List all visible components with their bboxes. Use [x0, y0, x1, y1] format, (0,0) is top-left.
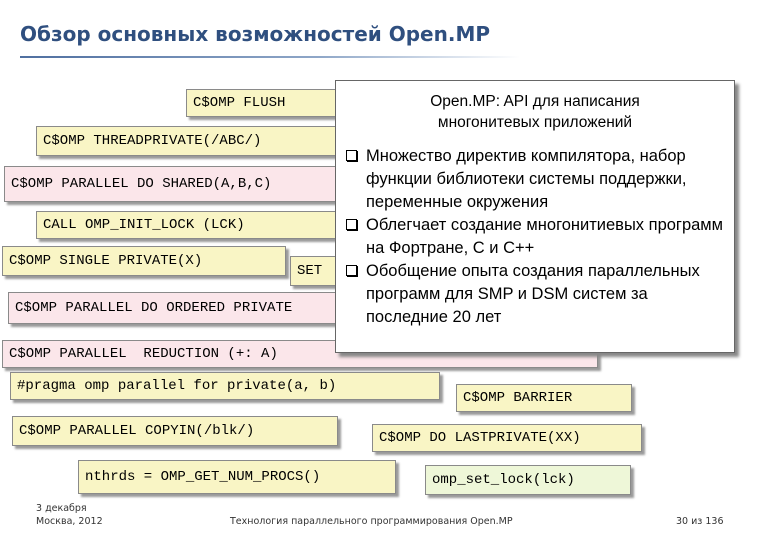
flush-box: C$OMP FLUSH — [186, 89, 346, 117]
api-bullet: Облегчает создание многонитиевых программ на Фортране, C и C++ — [366, 214, 728, 260]
footer-date-line-2: Москва, 2012 — [36, 516, 103, 527]
slide-title: Обзор основных возможностей Open.MP — [20, 22, 491, 46]
parallel-reduction-box: C$OMP PARALLEL REDUCTION (+: A) — [2, 340, 598, 368]
nthrds-box: nthrds = OMP_GET_NUM_PROCS() — [78, 460, 396, 494]
api-description-box — [335, 80, 735, 353]
title-underline — [20, 56, 520, 58]
footer-date — [36, 502, 103, 528]
single-private-box: C$OMP SINGLE PRIVATE(X) — [2, 246, 286, 276]
init-lock-box: CALL OMP_INIT_LOCK (LCK) — [36, 211, 346, 239]
pragma-box: #pragma omp parallel for private(a, b) — [10, 372, 440, 400]
threadprivate-box: C$OMP THREADPRIVATE(/ABC/) — [36, 126, 346, 156]
api-heading-line-2: многонитевых приложений — [437, 114, 633, 131]
api-bullet: Множество директив компилятора, набор функции библиотеки системы поддержки, переменные окружения — [366, 145, 728, 214]
barrier-box: C$OMP BARRIER — [456, 384, 632, 412]
parallel-do-ordered-box: C$OMP PARALLEL DO ORDERED PRIVATE — [8, 292, 363, 324]
footer-date-line-1: 3 декабря — [36, 503, 87, 514]
checkbox-bullet-icon — [346, 265, 357, 276]
checkbox-bullet-icon — [346, 150, 357, 161]
api-heading-line-1: Open.MP: API для написания — [430, 93, 640, 110]
set-partial-box: SET — [290, 256, 360, 286]
set-lock-box: omp_set_lock(lck) — [425, 465, 631, 495]
footer-page-number: 30 из 136 — [676, 516, 724, 527]
copyin-box: C$OMP PARALLEL COPYIN(/blk/) — [12, 416, 338, 446]
parallel-do-shared-box: C$OMP PARALLEL DO SHARED(A,B,C) — [4, 166, 349, 202]
lastprivate-box: C$OMP DO LASTPRIVATE(XX) — [372, 424, 642, 452]
footer-course-title: Технология параллельного программирования Open.MP — [230, 516, 513, 527]
api-bullet: Обобщение опыта создания параллельных программ для SMP и DSM систем за последние 20 лет — [366, 260, 728, 329]
api-bullet-list — [336, 145, 734, 329]
checkbox-bullet-icon — [346, 219, 357, 230]
